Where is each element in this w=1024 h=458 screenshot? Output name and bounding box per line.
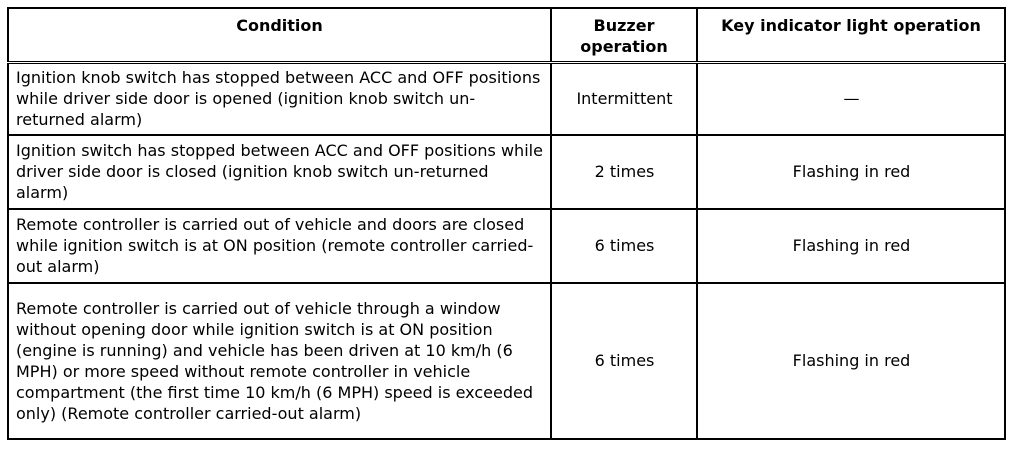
buzzer-cell: Intermittent bbox=[551, 63, 697, 135]
condition-cell: Ignition knob switch has stopped between ACC and OFF positions while driver side door is opened (ignition knob switch un-returned alarm) bbox=[8, 63, 551, 135]
header-condition: Condition bbox=[8, 8, 551, 63]
condition-cell: Ignition switch has stopped between ACC and OFF positions while driver side door is closed (ignition knob switch un-returned alarm) bbox=[8, 135, 551, 209]
condition-cell: Remote controller is carried out of vehicle and doors are closed while ignition switch is at ON position (remote controller carried-out alarm) bbox=[8, 209, 551, 283]
buzzer-cell: 6 times bbox=[551, 283, 697, 439]
header-key-indicator-light-operation: Key indicator light operation bbox=[697, 8, 1005, 63]
alarm-conditions-table bbox=[7, 7, 1006, 440]
key-light-cell: Flashing in red bbox=[697, 135, 1005, 209]
buzzer-cell: 6 times bbox=[551, 209, 697, 283]
condition-cell: Remote controller is carried out of vehicle through a window without opening door while ignition switch is at ON position (engine is running) and vehicle has been driven at 10 km/h (6 MPH) or more speed without remote controller in vehicle compartment (the first time 10 km/h (6 MPH) speed is exceeded only) (Remote controller carried-out alarm) bbox=[8, 283, 551, 439]
buzzer-cell: 2 times bbox=[551, 135, 697, 209]
table-row bbox=[8, 283, 1005, 439]
table-row bbox=[8, 135, 1005, 209]
key-light-cell: Flashing in red bbox=[697, 283, 1005, 439]
table-row bbox=[8, 209, 1005, 283]
table-row bbox=[8, 63, 1005, 135]
alarm-table-container bbox=[7, 7, 1004, 440]
header-buzzer-operation: Buzzer operation bbox=[551, 8, 697, 63]
table-header-row bbox=[8, 8, 1005, 63]
key-light-cell: Flashing in red bbox=[697, 209, 1005, 283]
key-light-cell: — bbox=[697, 63, 1005, 135]
